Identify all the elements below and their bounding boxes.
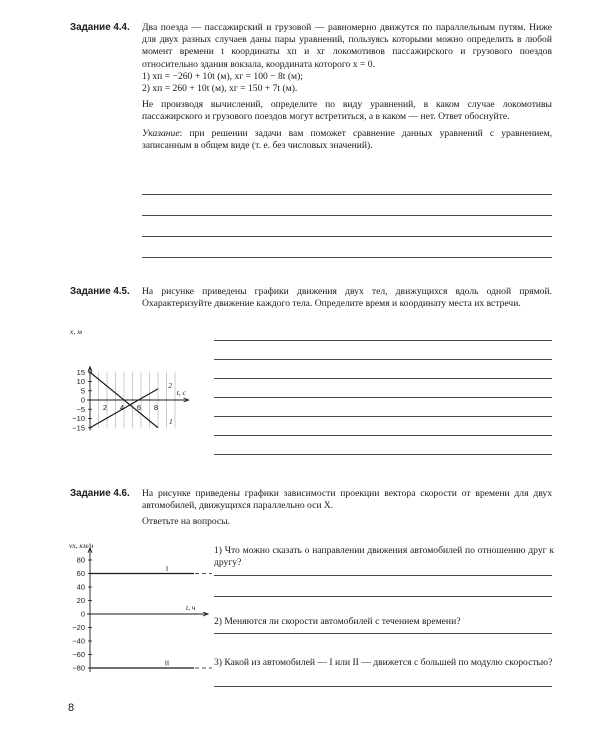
series-label-I: I [165, 564, 169, 573]
question-2: 2) Меняются ли скорости автомобилей с течением времени? [214, 615, 461, 627]
x-axis-label: t, ч [186, 603, 196, 612]
answer-line[interactable] [142, 236, 552, 237]
x-tick-label: 6 [136, 403, 142, 412]
task-4-4-equation-1: 1) xп = −260 + 10t (м), xг = 100 − 8t (м); [142, 70, 303, 82]
task-4-5-label: Задание 4.5. [70, 286, 130, 297]
x-axis-label: t, c [176, 388, 186, 397]
answer-line[interactable] [214, 378, 552, 379]
answer-line[interactable] [214, 359, 552, 360]
y-tick-label: −60 [72, 650, 85, 660]
hint-text: : при решении задачи вам поможет сравнение данных уравнений с уравнением, записанным в общем виде (т. е. без числовых значений). [142, 127, 552, 151]
y-tick-label: 0 [80, 395, 85, 405]
task-4-5-text: На рисунке приведены графики движения двух тел, движущихся вдоль одной прямой. Охарактеризуйте движение каждого тела. Определите время и координату места их встречи. [142, 286, 552, 310]
answer-line[interactable] [142, 257, 552, 258]
x-tick-label: 2 [102, 403, 108, 412]
y-tick-label: −5 [76, 404, 85, 414]
y-tick-label: 80 [76, 555, 85, 565]
task-4-4-hint [142, 128, 552, 152]
y-tick-label: −80 [72, 663, 85, 673]
y-tick-label: 5 [80, 386, 85, 396]
answer-prompt: Ответьте на вопросы. [142, 516, 231, 528]
series-label-1: 1 [169, 417, 173, 427]
y-tick-label: 10 [76, 377, 85, 387]
y-tick-label: 15 [76, 367, 85, 377]
answer-line[interactable] [214, 416, 552, 417]
y-tick-label: −40 [72, 636, 85, 646]
answer-line[interactable] [214, 686, 552, 687]
answer-line[interactable] [142, 194, 552, 195]
y-tick-label: 40 [76, 582, 85, 592]
y-tick-label: 60 [76, 569, 85, 579]
y-tick-label: −20 [72, 623, 85, 633]
series-lines [90, 564, 212, 668]
hint-lead: Указание [142, 127, 180, 139]
task-4-4-label: Задание 4.4. [70, 22, 130, 33]
velocity-graph [66, 538, 212, 680]
answer-line[interactable] [214, 596, 552, 597]
answer-line[interactable] [142, 215, 552, 216]
task-4-6 [70, 488, 552, 529]
task-4-4-equation-2: 2) xп = 260 + 10t (м), xг = 150 + 7t (м). [142, 83, 298, 95]
y-axis-label: x, м [70, 327, 82, 336]
answer-line[interactable] [214, 340, 552, 341]
task-4-4 [70, 22, 552, 152]
task-4-5 [70, 286, 552, 310]
y-axis-label: vx, км/ч [69, 541, 94, 550]
question-3: 3) Какой из автомобилей — I или II — движется с большей по модулю скоростью? [214, 656, 553, 668]
y-tick-label: 0 [80, 609, 85, 619]
series-label-2: 2 [168, 380, 172, 390]
question-1: 1) Что можно сказать о направлении движения автомобилей по отношению друг к другу? [214, 544, 554, 568]
x-tick-label: 4 [119, 403, 125, 412]
task-4-4-intro: Два поезда — пассажирский и грузовой — равномерно движутся по параллельным путям. Ниже для двух разных случаев даны пары уравнений, пользуясь которыми можно определить в любой момент времени t координаты xп и xг локомотивов пассажирского и грузового поездов относительно здания вокзала, координата которого x = 0. [142, 22, 552, 70]
answer-line[interactable] [214, 454, 552, 455]
answer-line[interactable] [214, 575, 552, 576]
task-4-6-text: На рисунке приведены графики зависимости проекции вектора скорости от времени для двух автомобилей, движущихся параллельно оси X. [142, 488, 552, 512]
motion-graph [66, 322, 208, 470]
page-number: 8 [68, 702, 75, 714]
task-4-4-question: Не производя вычислений, определите по виду уравнений, в каком случае локомотивы пассажирского и грузового поездов могут встретиться, а в каком — нет. Ответ обоснуйте. [142, 99, 552, 123]
y-tick-label: 20 [76, 596, 85, 606]
task-4-6-label: Задание 4.6. [70, 488, 130, 499]
y-tick-label: −10 [72, 414, 85, 424]
answer-line[interactable] [214, 435, 552, 436]
series-label-II: II [164, 658, 170, 668]
answer-line[interactable] [214, 633, 552, 634]
x-tick-label: 8 [153, 403, 159, 412]
answer-line[interactable] [214, 397, 552, 398]
y-tick-label: −15 [72, 423, 85, 433]
ticks [72, 556, 92, 673]
